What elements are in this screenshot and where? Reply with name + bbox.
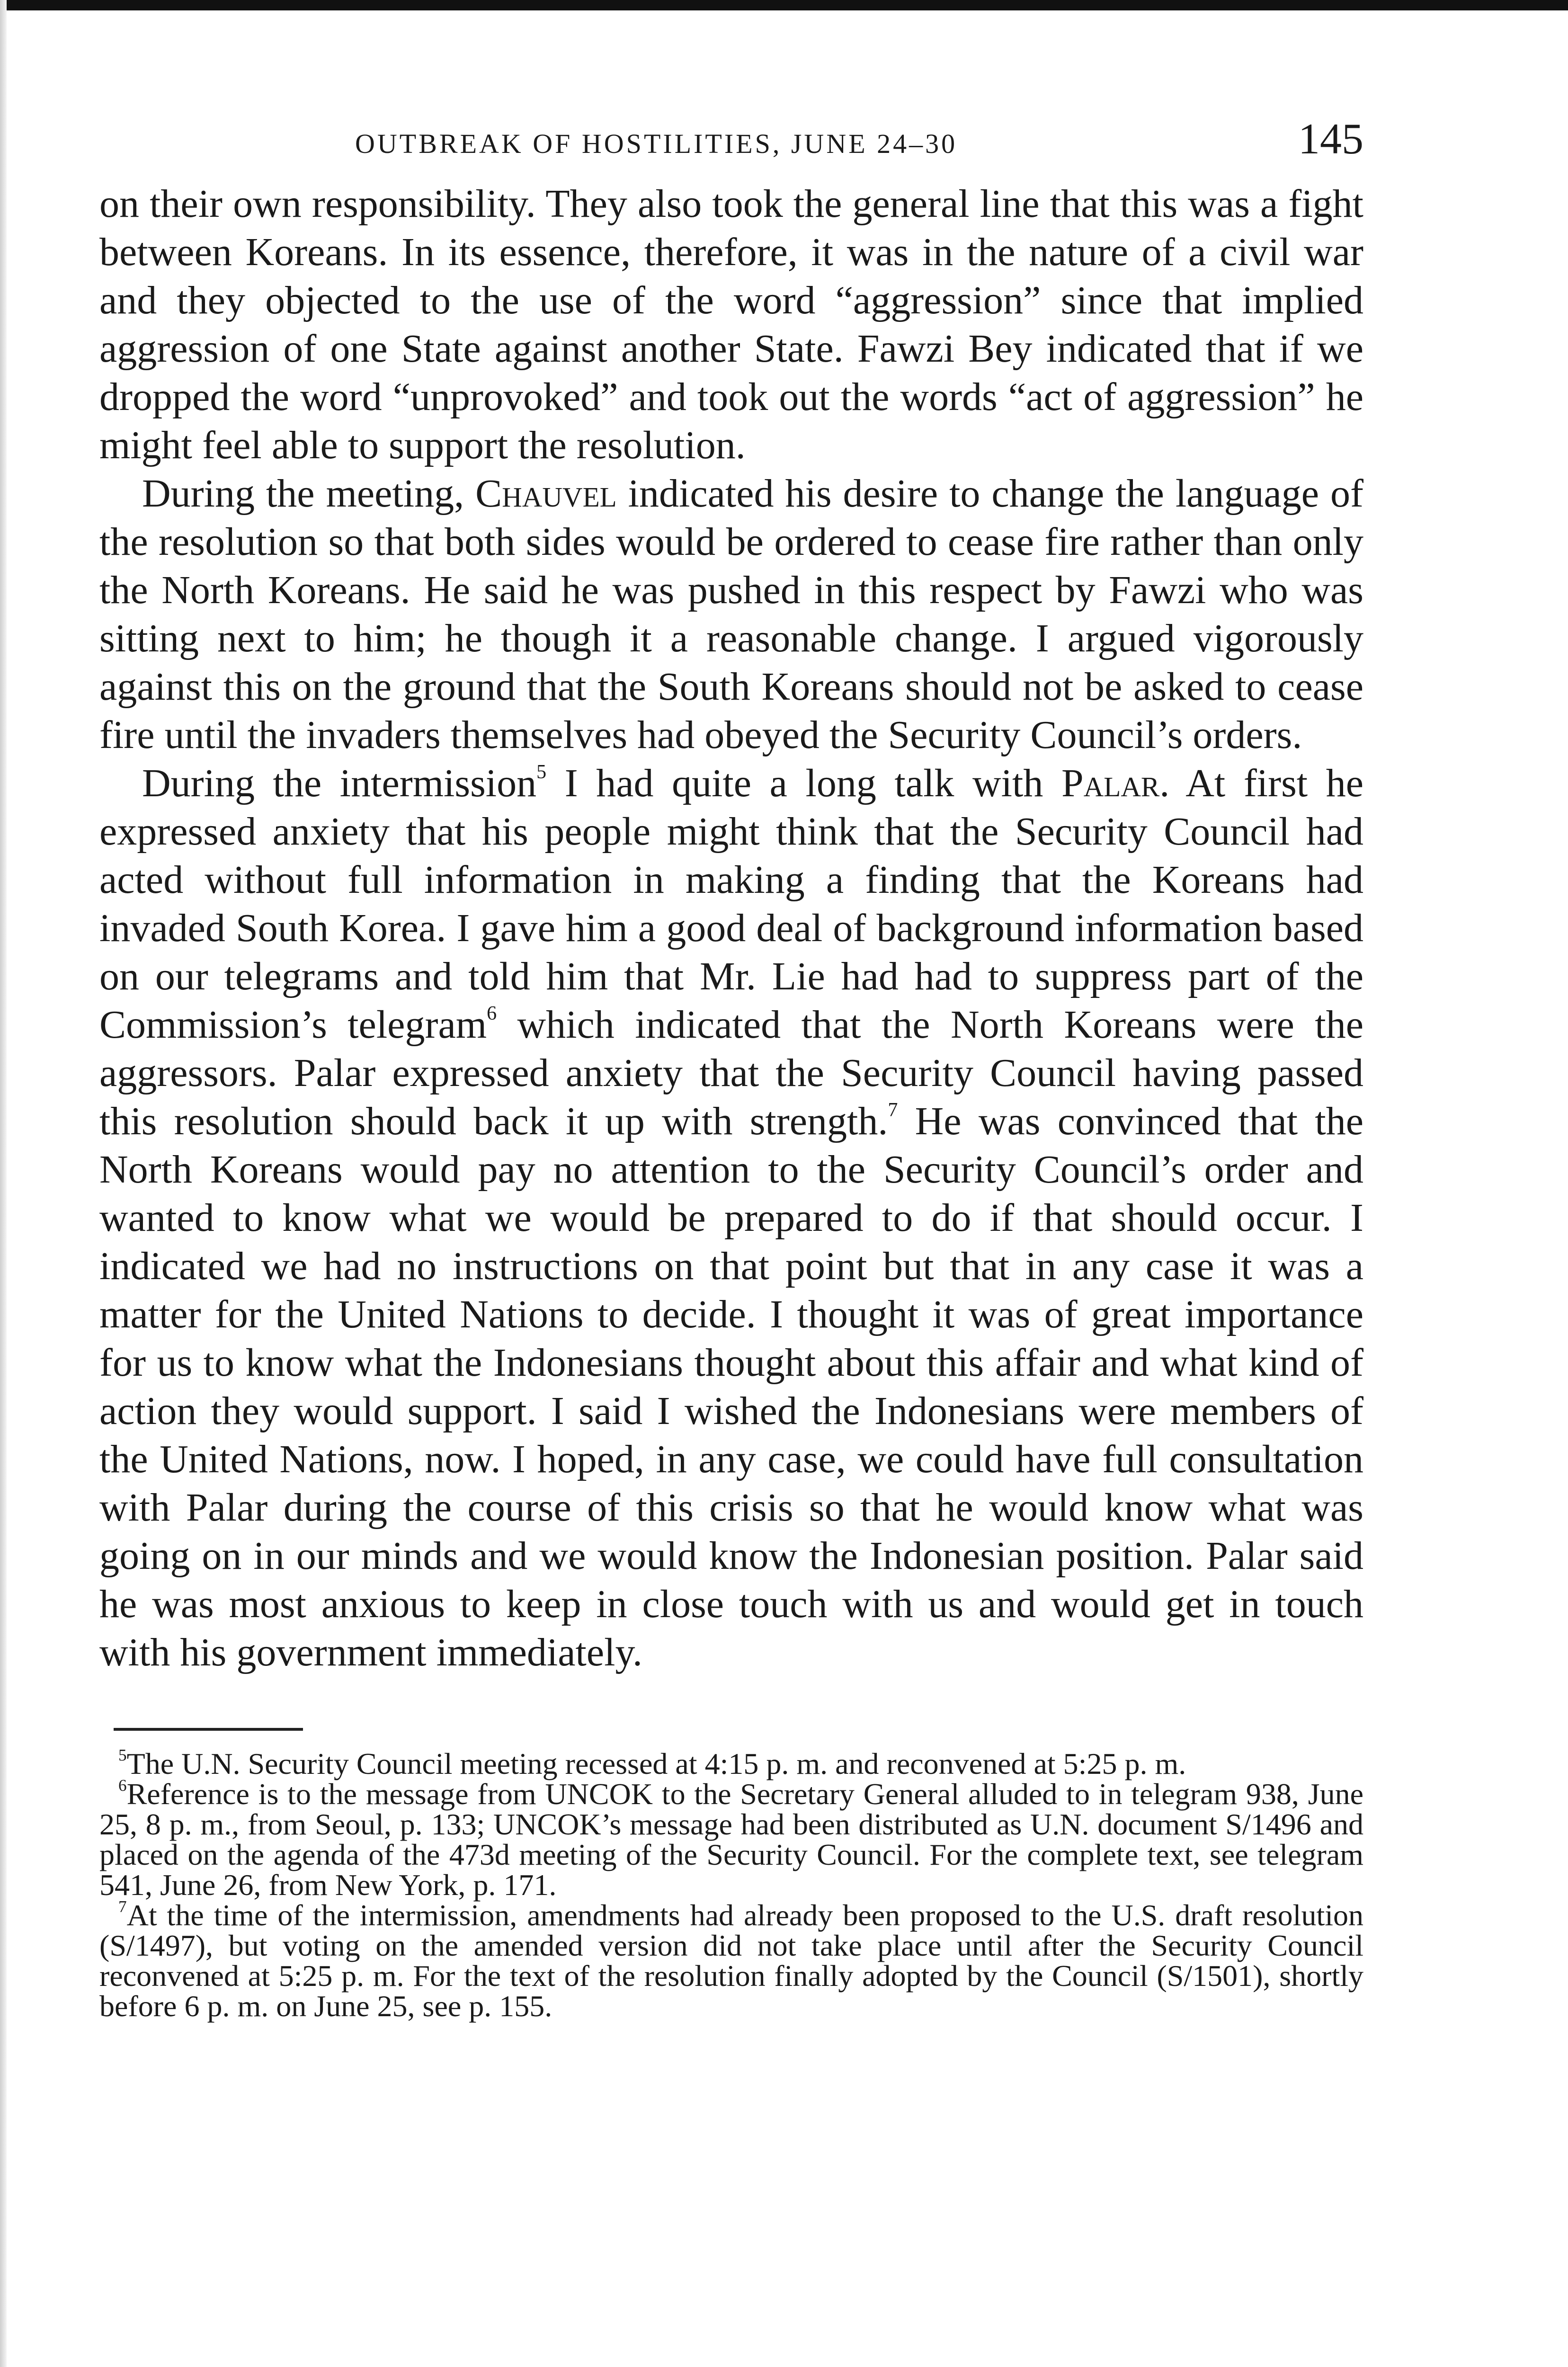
paragraph-3-text-a: During the intermission <box>142 761 537 805</box>
paragraph-3-text-b: I had quite a long talk with <box>564 761 1043 805</box>
footnote-text-7: At the time of the intermission, amendments had already been proposed to the U.S. draft resolution (S/1497), but voting on the amended version did not take place until after the Security Council reconvened at 5:25 p. m. For the text of the resolution finally adopted by the Council (S/1501), shortly before 6 p. m. on June 25, see p. 155. <box>99 1898 1363 2023</box>
paragraph-3-text-d: which indicated that the North Koreans were the aggressors. Palar expressed anxiety that the Security Council having passed this resolution should back it up with strength. <box>99 1003 1364 1143</box>
footnote-ref-6: 6 <box>487 1003 497 1025</box>
paragraph-3-text-c: . At first he expressed anxiety that his people might think that the Security Council had acted without full information in making a finding that the Koreans had invaded South Korea. I gave him a good deal of background information based on our telegrams and told him that Mr. Lie had had to suppress part of the Commission’s telegram <box>99 761 1364 1047</box>
footnote-5 <box>99 1745 1363 1780</box>
footnote-mark-7: 7 <box>118 1897 127 1916</box>
paragraph-3 <box>99 759 1363 1677</box>
paragraph-2 <box>99 470 1363 759</box>
footnote-mark-5: 5 <box>118 1745 127 1764</box>
scan-top-border <box>0 0 1568 10</box>
footnote-text-6: Reference is to the message from UNCOK to the Secretary General alluded to in telegram 938, June 25, 8 p. m., from Seoul, p. 133; UNCOK’s message had been distributed as U.N. document S/1496 and placed on the agenda of the 473d meeting of the Security Council. For the complete text, see telegram 541, June 26, from New York, p. 171. <box>99 1777 1363 1902</box>
footnote-6 <box>99 1776 1363 1902</box>
paragraph-2-text-b: indicated his desire to change the language of the resolution so that both sides would be ordered to cease fire rather than only the North Koreans. He said he was pushed in this respect by Fawzi who was sitting next to him; he though it a reasonable change. I argued vigorously against this on the ground that the South Koreans should not be asked to cease fire until the invaders themselves had obeyed the Security Council’s orders. <box>99 472 1363 757</box>
footnote-ref-5: 5 <box>536 761 547 783</box>
running-head <box>99 99 1363 180</box>
footnotes <box>99 1745 1363 2023</box>
footnote-mark-6: 6 <box>118 1776 127 1795</box>
page-number: 145 <box>1298 115 1363 163</box>
paragraph-1: on their own responsibility. They also took the general line that this was a fight between Koreans. In its essence, therefore, it was in the nature of a civil war and they objected to the use of the word “aggression” since that implied aggression of one State against another State. Fawzi Bey indicated that if we dropped the word “unprovoked” and took out the words “act of aggression” he might feel able to support the resolution. <box>99 182 1363 467</box>
footnote-ref-7: 7 <box>888 1099 898 1121</box>
body-text <box>99 180 1363 1677</box>
paragraph-3-text-e: He was convinced that the North Koreans would pay no attention to the Security Council’s order and wanted to know what we would be prepared to do if that should occur. I indicated we had no instructions on that point but that in any case it was a matter for the United Nations to decide. I thought it was of great importance for us to know what the Indonesians thought about this affair and what kind of action they would support. I said I wished the Indonesians were members of the United Nations, now. I hoped, in any case, we could have full consultation with Palar during the course of this crisis so that he would know what was going on in our minds and we would know the Indonesian position. Palar said he was most anxious to keep in close touch with us and would get in touch with his government immediately. <box>99 1099 1363 1674</box>
paragraph-2-text-a: During the meeting, <box>142 472 464 516</box>
name-chauvel: Chauvel <box>475 472 617 516</box>
document-page <box>99 99 1363 2021</box>
footnote-divider <box>114 1728 303 1731</box>
footnote-7 <box>99 1897 1363 2023</box>
footnote-text-5: The U.N. Security Council meeting recessed at 4:15 p. m. and reconvened at 5:25 p. m. <box>126 1747 1186 1780</box>
running-head-title: OUTBREAK OF HOSTILITIES, JUNE 24–30 <box>355 128 958 159</box>
scan-left-edge <box>0 0 7 2367</box>
name-palar: Palar <box>1061 761 1160 805</box>
